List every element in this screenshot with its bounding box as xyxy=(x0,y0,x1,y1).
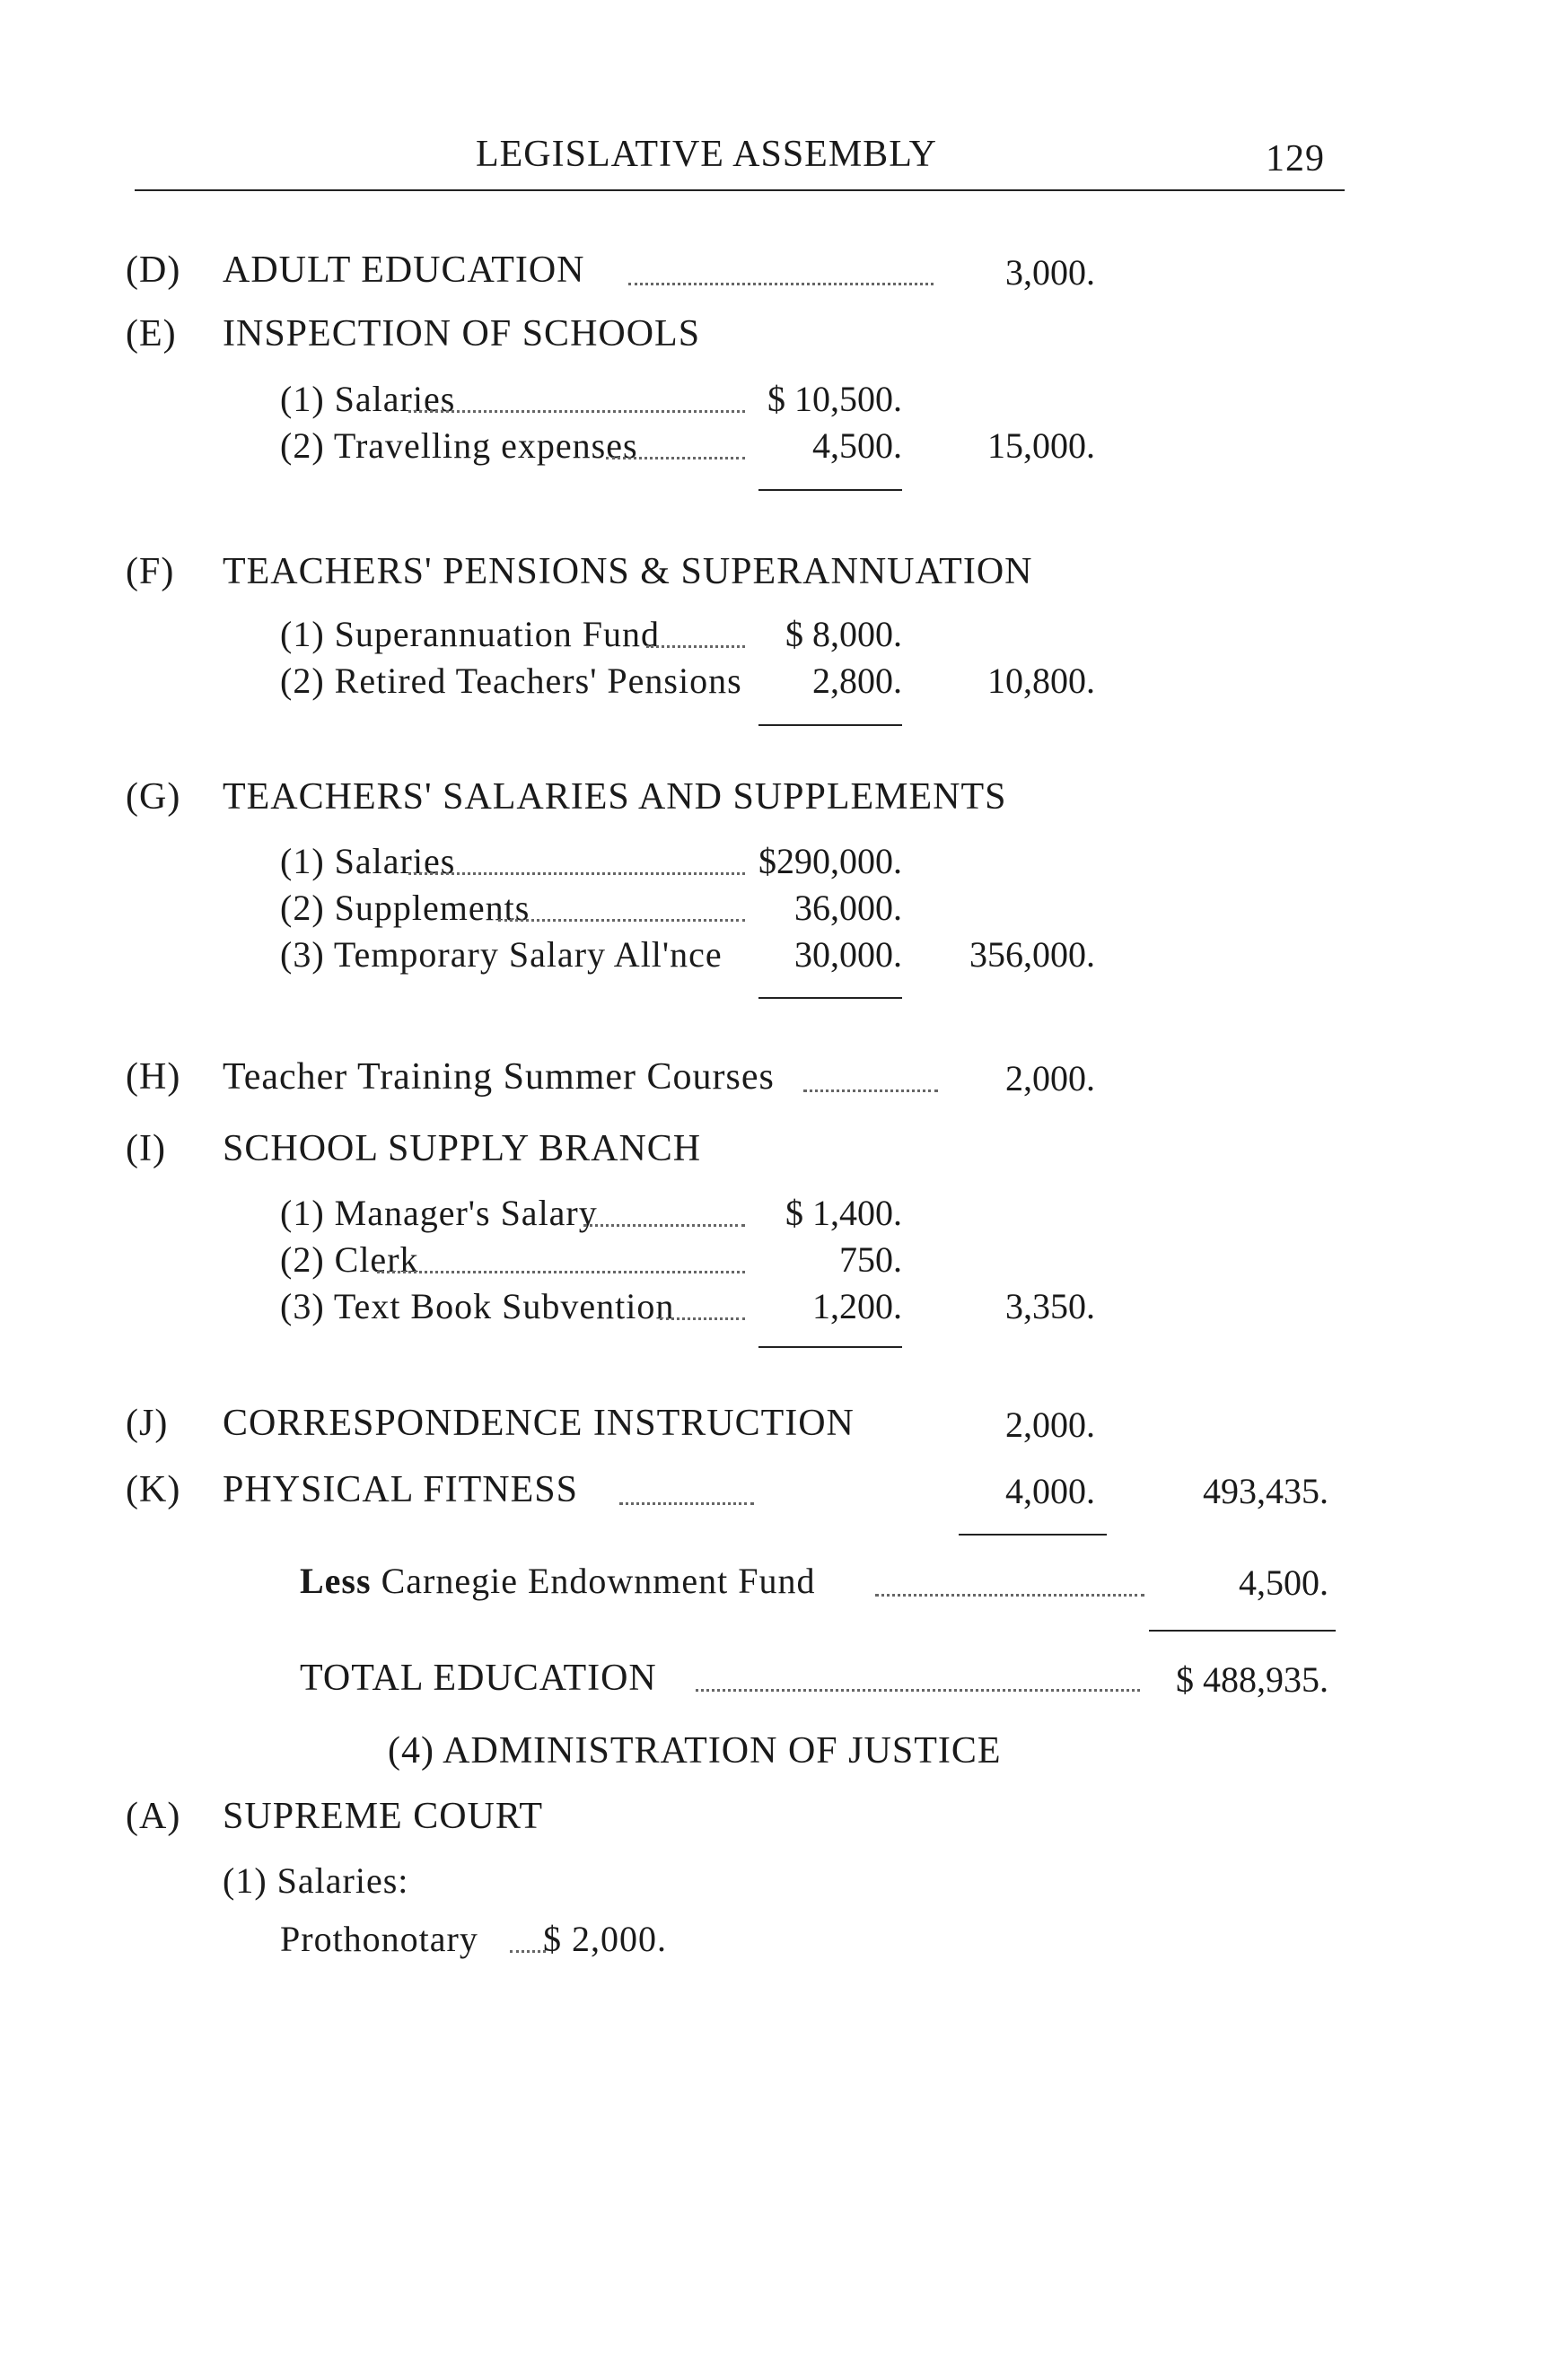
total-rule xyxy=(1149,1630,1336,1632)
total-education-label: TOTAL EDUCATION xyxy=(300,1658,657,1699)
section-h-letter: (H) xyxy=(126,1056,181,1098)
line-item-amount: 1,200. xyxy=(812,1286,902,1326)
line-item-label: (2) Retired Teachers' Pensions xyxy=(280,661,742,701)
section-k-subtotal: 493,435. xyxy=(1203,1471,1328,1511)
leader-dots xyxy=(628,283,934,285)
subtotal-rule xyxy=(758,724,902,726)
line-item-amount: $ 1,400. xyxy=(785,1193,902,1233)
section-f-title: TEACHERS' PENSIONS & SUPERANNUATION xyxy=(223,551,1033,592)
section-k-title: PHYSICAL FITNESS xyxy=(223,1469,579,1510)
section-j-title: CORRESPONDENCE INSTRUCTION xyxy=(223,1403,855,1444)
line-item-label: (1) Salaries xyxy=(280,379,456,419)
deduction-amount: 4,500. xyxy=(1239,1562,1328,1603)
deduction-label xyxy=(300,1560,816,1602)
subtotal-rule xyxy=(758,489,902,491)
total-education-amount: $ 488,935. xyxy=(1176,1659,1328,1700)
line-item-label: (2) Travelling expenses xyxy=(280,425,638,466)
line-item-amount: $ 10,500. xyxy=(767,379,902,419)
leader-dots xyxy=(619,1502,754,1505)
section-i-total: 3,350. xyxy=(1005,1286,1095,1326)
section-4-heading: (4) ADMINISTRATION OF JUSTICE xyxy=(388,1730,1002,1772)
section-g-letter: (G) xyxy=(126,776,181,818)
subtotal-rule xyxy=(758,1346,902,1348)
line-item-label: (2) Supplements xyxy=(280,888,530,928)
section-e-letter: (E) xyxy=(126,313,177,354)
leader-dots xyxy=(408,410,745,413)
line-item-label: (1) Manager's Salary xyxy=(280,1193,598,1233)
leader-dots xyxy=(408,872,745,875)
subtotal-rule xyxy=(758,997,902,999)
subtotal-rule xyxy=(959,1534,1107,1536)
section-d-letter: (D) xyxy=(126,249,181,291)
leader-dots xyxy=(510,1950,546,1953)
leader-dots xyxy=(377,1271,745,1273)
deduction-less-word: Less xyxy=(300,1561,372,1601)
section-g-title: TEACHERS' SALARIES AND SUPPLEMENTS xyxy=(223,776,1007,818)
line-item-amount: 750. xyxy=(839,1239,902,1280)
header-rule xyxy=(135,189,1345,191)
line-item-label: (1) Superannuation Fund xyxy=(280,614,660,654)
section-a-letter: (A) xyxy=(126,1796,181,1837)
section-i-letter: (I) xyxy=(126,1128,166,1169)
line-item-amount: $ 2,000. xyxy=(543,1919,667,1959)
page-number: 129 xyxy=(1266,138,1325,179)
line-item-amount: 36,000. xyxy=(794,888,902,928)
section-f-total: 10,800. xyxy=(987,661,1095,701)
section-h-title: Teacher Training Summer Courses xyxy=(223,1056,775,1098)
section-j-amount: 2,000. xyxy=(1005,1404,1095,1445)
deduction-fund-name: Carnegie Endownment Fund xyxy=(381,1561,816,1601)
section-h-amount: 2,000. xyxy=(1005,1058,1095,1098)
section-e-total: 15,000. xyxy=(987,425,1095,466)
section-f-letter: (F) xyxy=(126,551,175,592)
line-item-label: (3) Text Book Subvention xyxy=(280,1286,675,1326)
line-item-amount: 4,500. xyxy=(812,425,902,466)
section-d-title: ADULT EDUCATION xyxy=(223,249,585,291)
line-item-amount: $290,000. xyxy=(758,841,902,881)
section-e-title: INSPECTION OF SCHOOLS xyxy=(223,313,701,354)
section-k-letter: (K) xyxy=(126,1469,181,1510)
section-j-letter: (J) xyxy=(126,1403,169,1444)
line-item-label: (2) Clerk xyxy=(280,1239,419,1280)
running-header: LEGISLATIVE ASSEMBLY xyxy=(476,134,937,175)
sub-heading: (1) Salaries: xyxy=(223,1860,409,1901)
leader-dots xyxy=(498,919,745,922)
leader-dots xyxy=(875,1594,1144,1597)
line-item-amount: $ 8,000. xyxy=(785,614,902,654)
line-item-amount: 2,800. xyxy=(812,661,902,701)
section-a-title: SUPREME COURT xyxy=(223,1796,544,1837)
line-item-label: (1) Salaries xyxy=(280,841,456,881)
line-item-label: Prothonotary xyxy=(280,1919,478,1959)
leader-dots xyxy=(696,1689,1140,1692)
section-k-amount: 4,000. xyxy=(1005,1471,1095,1511)
section-g-total: 356,000. xyxy=(969,934,1095,975)
section-i-title: SCHOOL SUPPLY BRANCH xyxy=(223,1128,702,1169)
line-item-label: (3) Temporary Salary All'nce xyxy=(280,934,723,975)
line-item-amount: 30,000. xyxy=(794,934,902,975)
section-d-amount: 3,000. xyxy=(1005,252,1095,293)
